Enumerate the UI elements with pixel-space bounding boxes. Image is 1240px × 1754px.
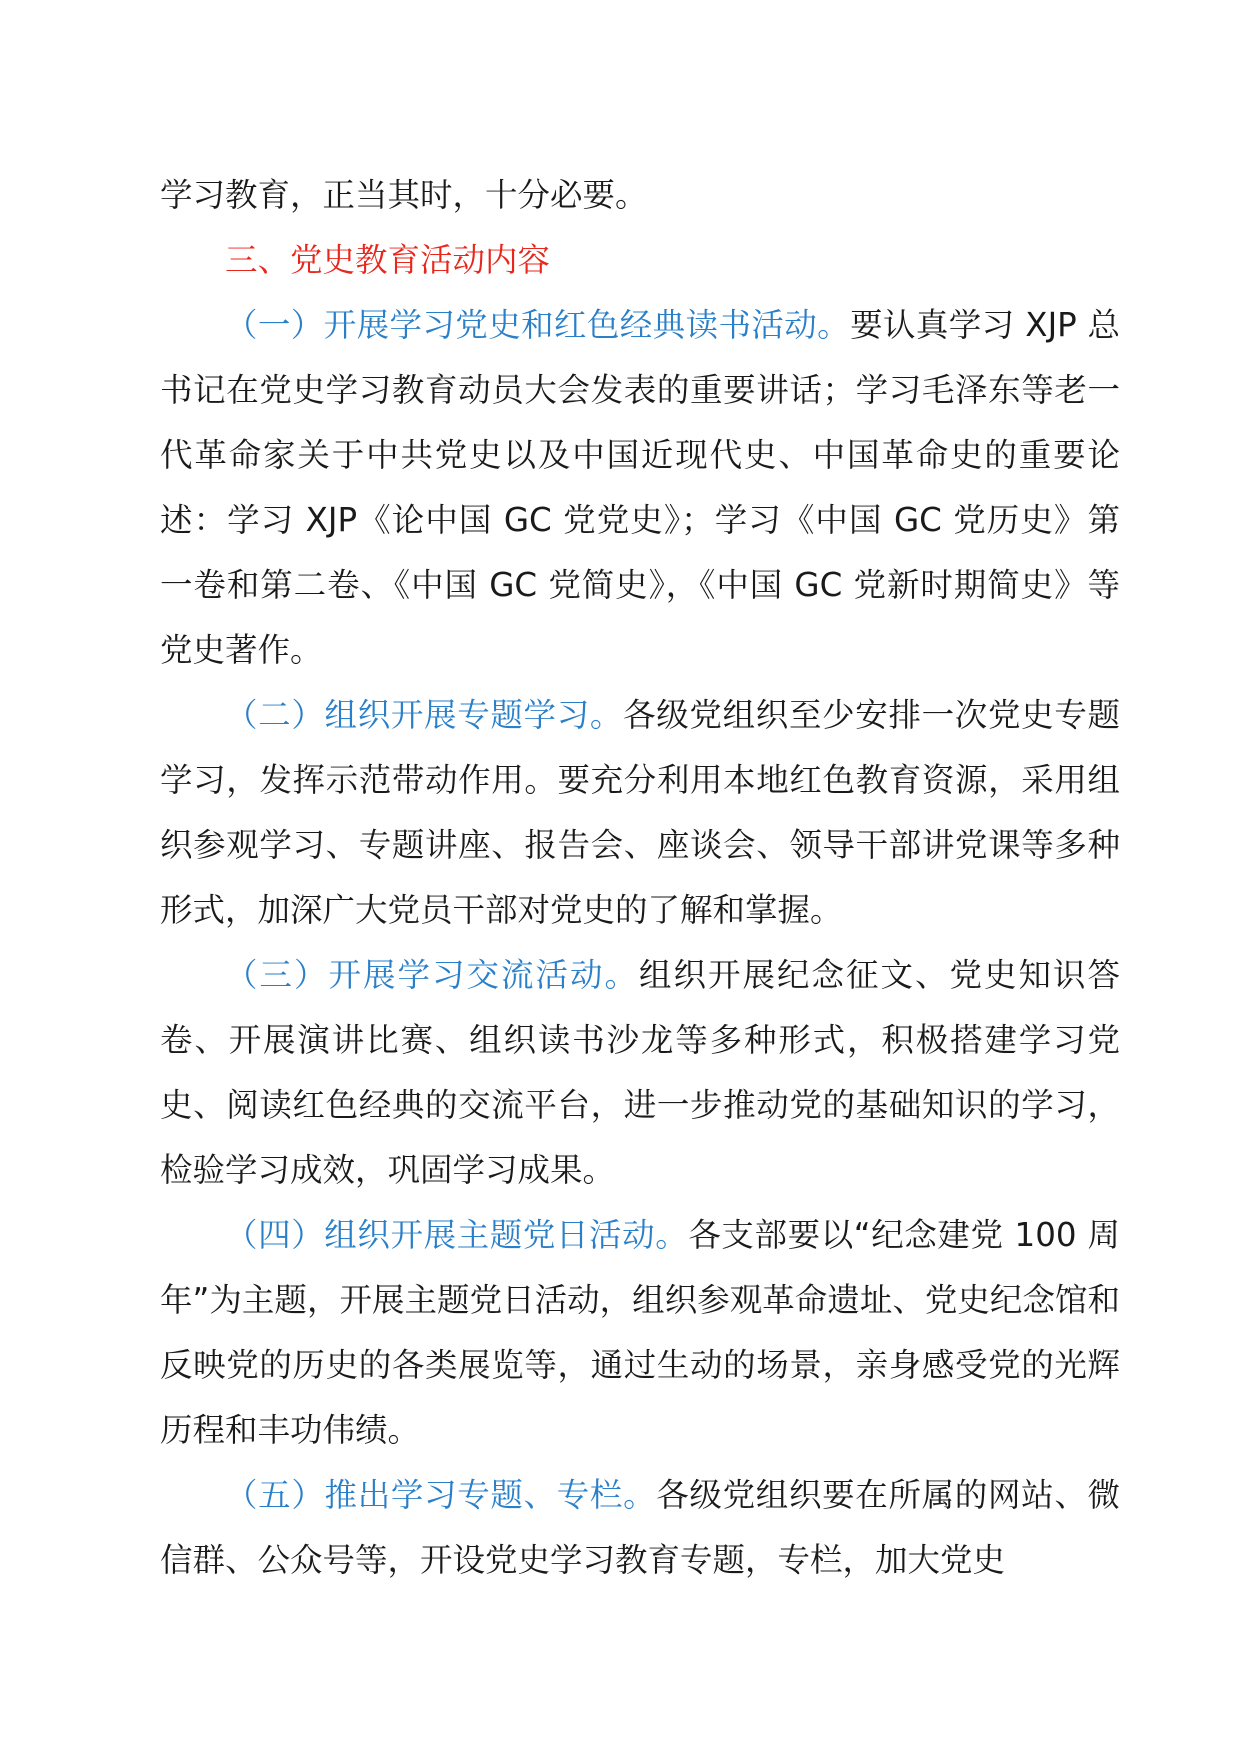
item-paragraph-3 <box>160 943 1120 1203</box>
item-heading-4: （四）组织开展主题党日活动。 <box>225 1216 689 1254</box>
item-body-3: 组织开展纪念征文、党史知识答卷、开展演讲比赛、组织读书沙龙等多种形式，积极搭建学习党史、阅读红色经典的交流平台，进一步推动党的基础知识的学习，检验学习成效，巩固学习成果。 <box>160 956 1120 1189</box>
item-heading-1: （一）开展学习党史和红色经典读书活动。 <box>225 306 851 344</box>
item-heading-3: （三）开展学习交流活动。 <box>225 956 639 994</box>
item-paragraph-5 <box>160 1463 1120 1593</box>
item-paragraph-4 <box>160 1203 1120 1463</box>
continuation-paragraph: 学习教育，正当其时，十分必要。 <box>160 176 648 214</box>
item-body-1: 要认真学习 XJP 总书记在党史学习教育动员大会发表的重要讲话；学习毛泽东等老一代革命家关于中共党史以及中国近现代史、中国革命史的重要论述：学习 XJP《论中国 GC 党党史》；学习《中国 GC 党历史》第一卷和第二卷、《中国 GC 党简史》，《中国 GC 党新时期简史》等党史著作。 <box>160 306 1120 669</box>
item-heading-2: （二）组织开展专题学习。 <box>225 696 624 734</box>
document-body <box>160 163 1120 1593</box>
item-heading-5: （五）推出学习专题、专栏。 <box>225 1476 657 1514</box>
item-paragraph-1 <box>160 293 1120 683</box>
item-body-4: 各支部要以“纪念建党 100 周年”为主题，开展主题党日活动，组织参观革命遗址、党史纪念馆和反映党的历史的各类展览等，通过生动的场景，亲身感受党的光辉历程和丰功伟绩。 <box>160 1216 1120 1449</box>
section-heading: 三、党史教育活动内容 <box>225 241 551 279</box>
item-body-2: 各级党组织至少安排一次党史专题学习，发挥示范带动作用。要充分利用本地红色教育资源，采用组织参观学习、专题讲座、报告会、座谈会、领导干部讲党课等多种形式，加深广大党员干部对党史的了解和掌握。 <box>160 696 1120 929</box>
item-body-5: 各级党组织要在所属的网站、微信群、公众号等，开设党史学习教育专题，专栏，加大党史 <box>160 1476 1120 1579</box>
item-paragraph-2 <box>160 683 1120 943</box>
